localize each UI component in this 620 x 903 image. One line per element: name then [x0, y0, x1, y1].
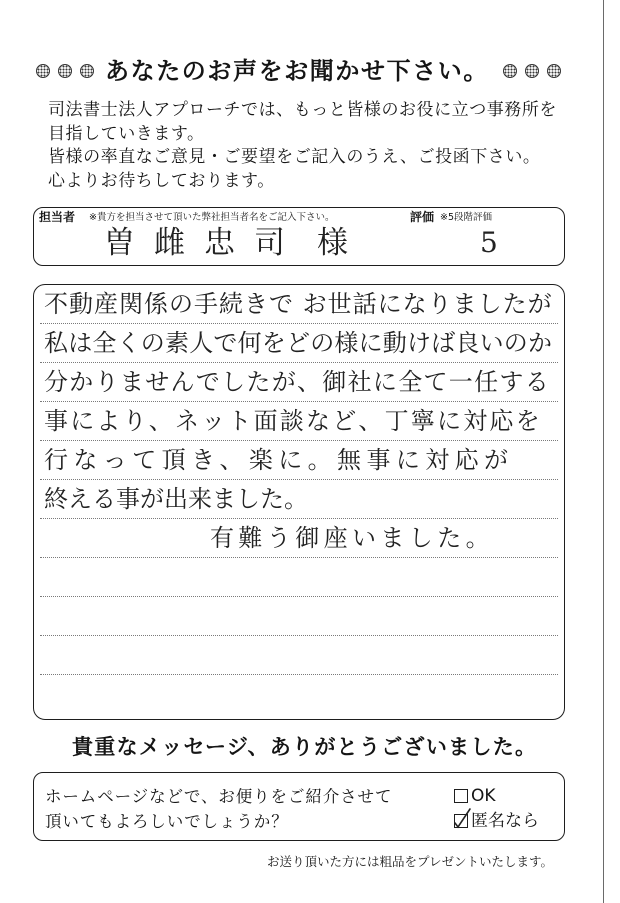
message-row	[40, 285, 558, 324]
message-box	[33, 284, 565, 720]
staff-name-handwritten: 曽雌忠司	[104, 225, 304, 261]
message-row-empty	[40, 597, 558, 636]
checkbox-anonymous[interactable]	[454, 814, 468, 828]
consent-question-line: 頂いてもよろしいでしょうか？	[45, 812, 289, 831]
message-text-line: 事により、ネット面談など、丁寧に対応を	[44, 407, 542, 435]
staff-note: ※貴方を担当させて頂いた弊社担当者名をご記入下さい。	[89, 212, 335, 223]
scan-edge-line	[603, 0, 604, 903]
option-label: 匿名なら	[471, 811, 539, 831]
checkbox-ok[interactable]	[454, 789, 468, 803]
dotted-circle-icon	[80, 64, 94, 78]
consent-options	[454, 784, 539, 834]
consent-option-ok	[454, 784, 539, 809]
intro-line: 心よりお待ちしております。	[48, 170, 275, 191]
dotted-circle-icon	[58, 64, 72, 78]
staff-rating-box	[33, 207, 565, 266]
message-row	[40, 363, 558, 402]
rating-label: 評価	[410, 210, 435, 224]
consent-option-anonymous	[454, 809, 539, 834]
dotted-circle-icon	[547, 64, 561, 78]
consent-question-line: ホームページなどで、お便りをご紹介させて	[45, 787, 393, 806]
message-row	[40, 441, 558, 480]
message-text-line: 有難う御座いました。	[210, 524, 494, 552]
thanks-message: 貴重なメッセージ、ありがとうございました。	[72, 735, 538, 759]
message-text-line: 終える事が出来ました。	[44, 485, 308, 513]
message-row-empty	[40, 636, 558, 675]
option-label: OK	[471, 786, 496, 806]
honorific-handwritten: 様	[317, 225, 348, 261]
intro-line: 司法書士法人アプローチでは、もっと皆様のお役に立つ事務所を	[48, 100, 557, 120]
message-row-empty	[40, 558, 558, 597]
message-text-line: 不動産関係の手続きで お世話になりましたが	[44, 290, 553, 318]
intro-paragraph	[48, 99, 557, 193]
dotted-circle-icon	[503, 64, 517, 78]
message-text-line: 分かりませんでしたが、御社に全て一任する	[44, 368, 550, 396]
dotted-circle-icon	[36, 64, 50, 78]
message-row	[40, 402, 558, 441]
message-row	[40, 324, 558, 363]
message-text-line: 私は全くの素人で何をどの様に動けば良いのか	[44, 329, 553, 357]
intro-line: 目指していきます。	[48, 123, 205, 144]
dotted-circle-icon	[525, 64, 539, 78]
staff-label: 担当者	[39, 210, 76, 224]
gift-note: お送り頂いた方には粗品をプレゼントいたします。	[266, 854, 553, 869]
consent-question	[45, 784, 392, 834]
message-row	[40, 480, 558, 519]
form-title: あなたのお声をお聞かせ下さい。	[105, 57, 489, 85]
check-mark-icon	[452, 808, 472, 830]
rating-note: ※5段階評価	[440, 212, 493, 223]
message-text-line: 行なって頂き、楽に。無事に対応が	[44, 446, 514, 474]
rating-value-handwritten: 5	[480, 226, 498, 259]
intro-line: 皆様の率直なご意見・ご要望をご記入のうえ、ご投函下さい。	[48, 147, 541, 167]
publication-consent-box	[33, 772, 565, 841]
message-row	[40, 519, 558, 558]
